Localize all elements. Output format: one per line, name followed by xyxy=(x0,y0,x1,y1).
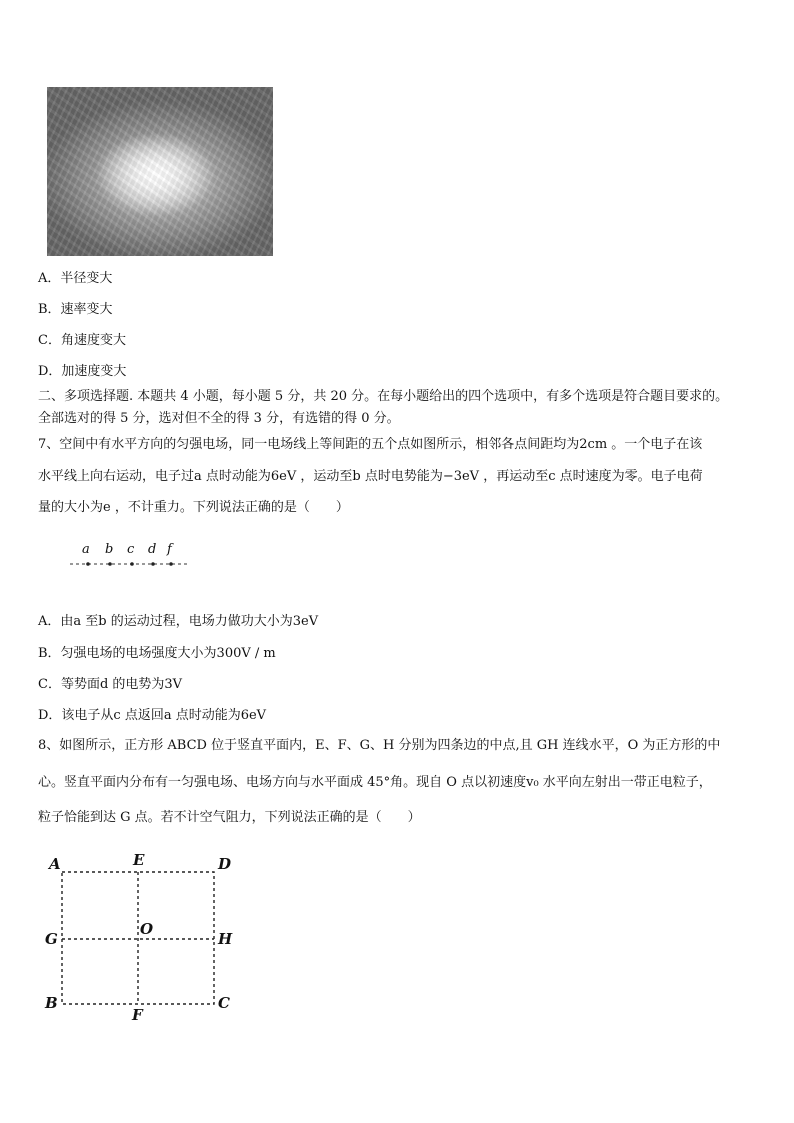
glowing-light-photo xyxy=(47,87,273,256)
q7-option-d: D．该电子从c 点返回a 点时动能为6eV xyxy=(38,708,267,723)
point-f-dot xyxy=(169,562,173,566)
label-d: D xyxy=(218,855,232,873)
q8-stem-line3: 粒子恰能到达 G 点。若不计空气阻力，下列说法正确的是（ ） xyxy=(38,810,421,825)
point-b-dot xyxy=(108,562,112,566)
point-c-label: c xyxy=(127,542,135,557)
point-a-label: a xyxy=(82,542,90,557)
q6-option-b: B．速率变大 xyxy=(38,302,113,317)
q6-option-c: C．角速度变大 xyxy=(38,333,126,348)
label-a: A xyxy=(49,855,61,873)
label-c: C xyxy=(218,994,230,1012)
point-a-dot xyxy=(86,562,90,566)
label-o: O xyxy=(140,920,154,938)
q6-option-a: A．半径变大 xyxy=(38,271,113,286)
q8-square-svg xyxy=(40,850,240,1030)
q6-option-d: D．加速度变大 xyxy=(38,364,127,379)
section2-instructions-line2: 全部选对的得 5 分，选对但不全的得 3 分，有选错的得 0 分。 xyxy=(38,411,400,426)
q8-square-figure xyxy=(40,850,240,1030)
point-d-dot xyxy=(151,562,155,566)
label-e: E xyxy=(133,851,145,869)
label-g: G xyxy=(45,930,58,948)
q7-option-a: A．由a 至b 的运动过程，电场力做功大小为3eV xyxy=(38,614,319,629)
q7-stem-line3: 量的大小为e ，不计重力。下列说法正确的是（ ） xyxy=(38,500,349,515)
label-f: F xyxy=(132,1006,143,1024)
q7-field-line-figure xyxy=(66,540,196,572)
q7-stem-line1: 7、空间中有水平方向的匀强电场，同一电场线上等间距的五个点如图所示，相邻各点间距均为2cm 。一个电子在该 xyxy=(38,437,703,452)
label-h: H xyxy=(218,930,233,948)
q7-option-c: C．等势面d 的电势为3V xyxy=(38,677,183,692)
q8-stem-line1: 8、如图所示，正方形 ABCD 位于竖直平面内，E、F、G、H 分别为四条边的中点,且 GH 连线水平，O 为正方形的中 xyxy=(38,738,721,753)
section2-instructions-line1: 二、多项选择题. 本题共 4 小题，每小题 5 分，共 20 分。在每小题给出的四个选项中，有多个选项是符合题目要求的。 xyxy=(38,389,729,404)
q7-stem-line2: 水平线上向右运动，电子过a 点时动能为6eV ，运动至b 点时电势能为−3eV ，再运动至c 点时速度为零。电子电荷 xyxy=(38,469,703,484)
point-b-label: b xyxy=(105,542,114,557)
q7-option-b: B．匀强电场的电场强度大小为300V / m xyxy=(38,646,276,661)
point-c-dot xyxy=(130,562,134,566)
q8-stem-line2: 心。竖直平面内分布有一匀强电场、电场方向与水平面成 45°角。现自 O 点以初速度v₀ 水平向左射出一带正电粒子， xyxy=(38,775,712,790)
point-d-label: d xyxy=(148,542,157,557)
point-f-label: f xyxy=(167,542,172,557)
label-b: B xyxy=(45,994,58,1012)
